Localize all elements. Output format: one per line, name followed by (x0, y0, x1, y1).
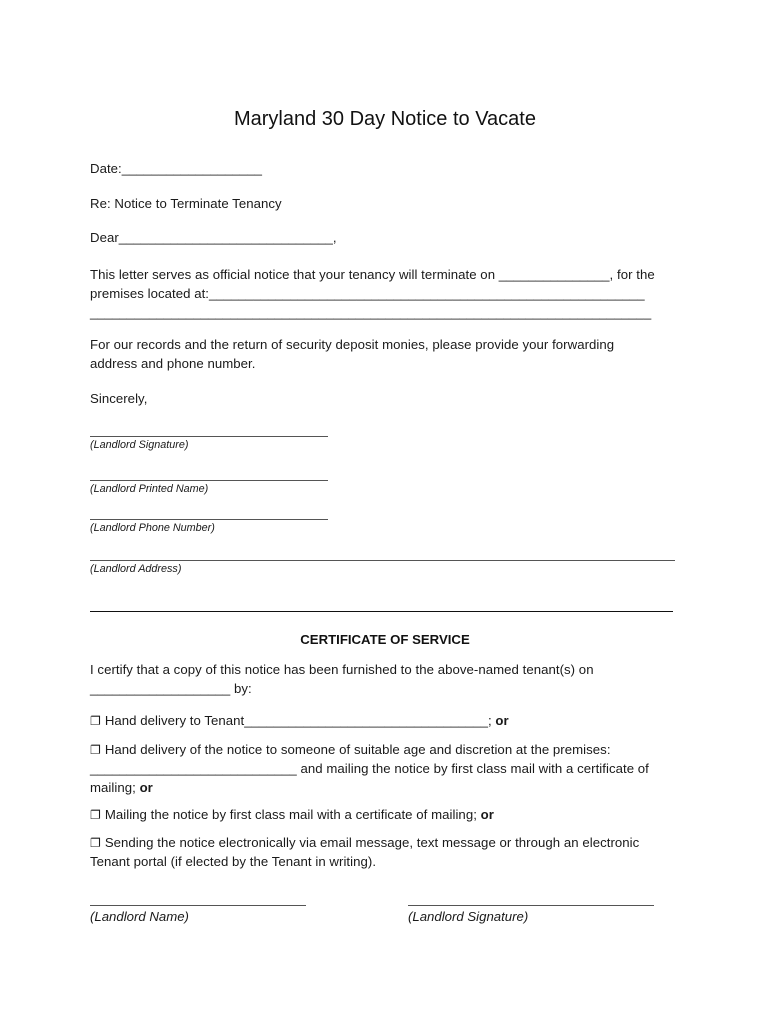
service-option-hand-delivery (90, 711, 509, 731)
cert-landlord-name-label: (Landlord Name) (90, 909, 189, 924)
closing-line: Sincerely, (90, 391, 148, 406)
date-line: Date:___________________ (90, 161, 263, 176)
cert-landlord-signature-line (408, 905, 654, 907)
landlord-phone-line (90, 519, 328, 521)
option-text: Mailing the notice by first class mail with a certificate of mailing; (104, 807, 477, 822)
option-4-line-2: Tenant portal (if elected by the Tenant in writing). (90, 854, 377, 869)
checkbox-icon[interactable]: ❐ (90, 836, 101, 850)
landlord-signature-label: (Landlord Signature) (90, 439, 189, 451)
records-line-2: address and phone number. (90, 356, 256, 371)
page-title: Maryland 30 Day Notice to Vacate (233, 108, 536, 130)
certificate-heading: CERTIFICATE OF SERVICE (300, 632, 470, 647)
option-text: Hand delivery to Tenant_________________________________; (104, 713, 492, 728)
or-text: or (495, 713, 509, 728)
option-2-line-2: ____________________________ and mailing the notice by first class mail with a certificate of (90, 761, 649, 776)
cert-landlord-signature-label: (Landlord Signature) (408, 909, 529, 924)
option-2-line-3 (90, 778, 153, 797)
or-text: or (480, 807, 494, 822)
section-divider (90, 611, 673, 612)
landlord-address-label: (Landlord Address) (90, 563, 182, 575)
certify-line-2: ___________________ by: (90, 681, 252, 696)
option-text: Hand delivery of the notice to someone of suitable age and discretion at the premises: (104, 742, 611, 757)
service-option-suitable-age (90, 740, 611, 760)
re-line: Re: Notice to Terminate Tenancy (90, 196, 282, 211)
landlord-printed-name-label: (Landlord Printed Name) (90, 483, 209, 495)
checkbox-icon[interactable]: ❐ (90, 714, 101, 728)
checkbox-icon[interactable]: ❐ (90, 808, 101, 822)
checkbox-icon[interactable]: ❐ (90, 743, 101, 757)
notice-line-3: ____________________________________________________________________________ (90, 305, 652, 320)
service-option-mailing (90, 805, 494, 825)
notice-line-2: premises located at:___________________________________________________________ (90, 286, 645, 301)
records-line-1: For our records and the return of security deposit monies, please provide your forwarding (90, 337, 615, 352)
service-option-electronic (90, 833, 639, 853)
or-text: or (139, 780, 153, 795)
landlord-address-line (90, 560, 675, 562)
landlord-phone-label: (Landlord Phone Number) (90, 522, 215, 534)
landlord-printed-name-line (90, 480, 328, 482)
notice-line-1: This letter serves as official notice that your tenancy will terminate on _______________, for the (90, 267, 655, 282)
landlord-signature-line (90, 436, 328, 438)
cert-landlord-name-line (90, 905, 306, 907)
salutation-line: Dear_____________________________, (90, 230, 337, 245)
option-text: mailing; (90, 780, 136, 795)
option-text: Sending the notice electronically via email message, text message or through an electronic (104, 835, 640, 850)
certify-line-1: I certify that a copy of this notice has been furnished to the above-named tenant(s) on (90, 662, 594, 677)
